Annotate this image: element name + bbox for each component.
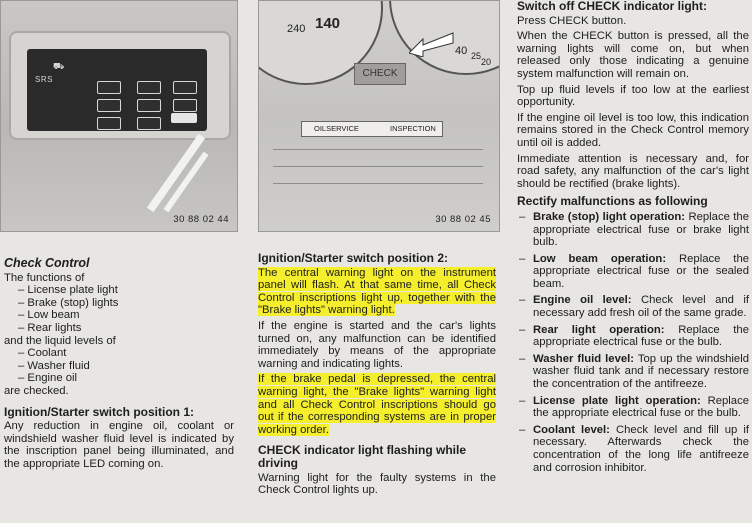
- level-item: – Engine oil: [18, 372, 78, 385]
- paragraph: Top up fluid levels if too low at the earliest opportunity.: [517, 83, 749, 109]
- list-item: – Rear light operation: Replace the appropriate electrical fuse or the bulb.: [517, 324, 749, 349]
- paragraph: When the CHECK button is pressed, all the warning lights will come on, but when released only those indicating a genuine system malfunction will remain on.: [517, 30, 749, 80]
- rectify-heading: Rectify malfunctions as following: [517, 194, 708, 209]
- inspection-strip: [301, 121, 443, 137]
- check-flashing-heading: CHECK indicator light flashing while driving: [258, 443, 467, 470]
- paragraph: If the engine oil level is too low, this indication remains stored in the Check Control memory until oil is added.: [517, 111, 749, 149]
- list-item: – Coolant level: Check level and fill up if necessary. Afterwards check the concentration of the long life antifreeze and corrosion inhibitor.: [517, 424, 749, 474]
- paragraph: If the engine is started and the car's lights turned on, any malfunction can be identified immediately by means of the appropriate warning and indicating lights.: [258, 319, 496, 370]
- divider: [273, 183, 483, 184]
- oilservice-label: OILSERVICE: [314, 124, 359, 133]
- speed-tick-240: 240: [287, 23, 306, 35]
- level-item: – Washer fluid: [18, 359, 90, 372]
- check-button: [171, 113, 197, 123]
- malfunction-list: [517, 211, 749, 474]
- right-column: [517, 0, 749, 478]
- inspection-label: INSPECTION: [390, 124, 436, 133]
- checked-text: are checked.: [4, 384, 69, 397]
- ignition-position-1-text: Any reduction in engine oil, coolant or windshield washer fluid level is indicated by the inscription panel being illuminated, and the appropriate LED coming on.: [4, 420, 234, 470]
- temp-tick-25: 25: [471, 51, 482, 61]
- section-title: Check Control: [4, 256, 90, 270]
- led-license-plate: [97, 81, 121, 94]
- middle-column: [258, 252, 496, 500]
- led-spare: [137, 117, 161, 130]
- led-low-beam: [173, 81, 197, 94]
- list-item: – Washer fluid level: Top up the windshield washer fluid tank and if necessary restore the concentration of the antifreeze.: [517, 353, 749, 391]
- function-item: – Rear lights: [18, 321, 82, 334]
- divider: [273, 149, 483, 150]
- ignition-position-2-heading: Ignition/Starter switch position 2:: [258, 251, 449, 265]
- check-control-panel-photo: [0, 0, 238, 232]
- temp-tick-20: 20: [481, 57, 492, 67]
- levels-intro: and the liquid levels of: [4, 334, 116, 347]
- led-engine-oil: [97, 117, 121, 130]
- led-rear-lights: [97, 99, 121, 112]
- function-item: – License plate light: [18, 284, 118, 297]
- function-item: – Low beam: [18, 309, 80, 322]
- list-item: – Engine oil level: Check level and if necessary add fresh oil of the same grade.: [517, 294, 749, 319]
- function-item: – Brake (stop) lights: [18, 296, 119, 309]
- figure-number: 30 88 02 45: [435, 214, 491, 225]
- speed-tick-140: 140: [315, 15, 341, 32]
- instrument-cluster-photo: [258, 0, 500, 232]
- paragraph: Warning light for the faulty systems in the Check Control lights up.: [258, 471, 496, 497]
- temp-tick-40: 40: [455, 45, 468, 57]
- led-washer-fluid: [173, 99, 197, 112]
- list-item: – License plate light operation: Replace the appropriate electrical fuse or the bulb.: [517, 395, 749, 420]
- level-item: – Coolant: [18, 347, 67, 360]
- led-brake-lights: [137, 81, 161, 94]
- highlighted-paragraph: The central warning light on the instrument panel will flash. At that same time, all Check Control inscriptions light up, together with the "Brake lights" warning light.: [258, 266, 496, 317]
- arrow-icon: [409, 31, 455, 57]
- divider: [273, 166, 483, 167]
- highlighted-paragraph: If the brake pedal is depressed, the central warning light, the "Brake lights" warning light and all Check Control inscriptions should go out if the corresponding systems are in proper working order.: [258, 373, 496, 436]
- car-symbol-icon: ⛟: [53, 61, 65, 71]
- figure-number: 30 88 02 44: [173, 214, 229, 225]
- switch-off-heading: Switch off CHECK indicator light:: [517, 0, 707, 13]
- left-column: [4, 249, 234, 474]
- functions-intro: The functions of: [4, 271, 85, 284]
- paragraph: Immediate attention is necessary and, for road safety, any malfunction of the car's light should be rectified (brake lights).: [517, 152, 749, 190]
- panel-srs-label: SRS: [35, 75, 53, 84]
- list-item: – Low beam operation: Replace the appropriate electrical fuse or the sealed beam.: [517, 253, 749, 291]
- check-lamp: CHECK: [354, 63, 406, 85]
- press-check-text: Press CHECK button.: [517, 14, 627, 27]
- list-item: – Brake (stop) light operation: Replace the appropriate electrical fuse or brake light bulb.: [517, 211, 749, 249]
- ignition-position-1-heading: Ignition/Starter switch position 1:: [4, 404, 195, 419]
- led-coolant: [137, 99, 161, 112]
